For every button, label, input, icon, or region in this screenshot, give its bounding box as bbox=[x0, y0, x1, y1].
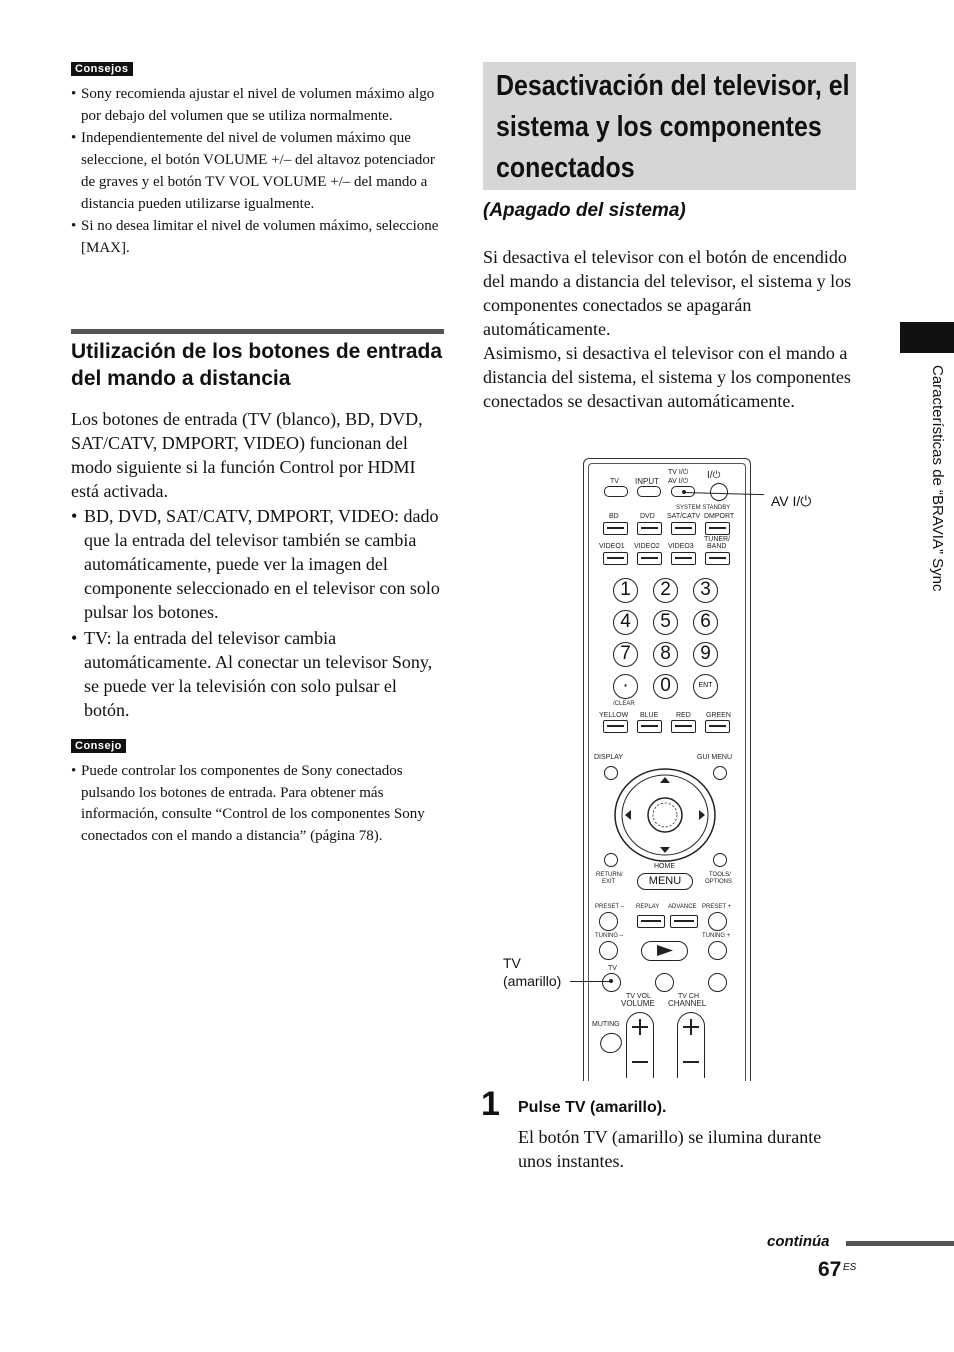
remote-label-tuning-plus: TUNING + bbox=[702, 933, 731, 939]
remote-label-blue: BLUE bbox=[640, 712, 659, 719]
remote-label-yellow: YELLOW bbox=[599, 712, 629, 719]
remote-control-illustration bbox=[583, 458, 751, 1081]
remote-label-system-standby: SYSTEM STANDBY bbox=[676, 505, 731, 511]
remote-label-band: BAND bbox=[707, 543, 727, 550]
page-title: Desactivación del televisor, el sistema y los componentes conectados bbox=[496, 70, 850, 184]
remote-label-tuner: TUNER/ bbox=[704, 536, 731, 543]
remote-label-volume: VOLUME bbox=[621, 999, 655, 1008]
remote-label-satcatv: SAT/CATV bbox=[667, 513, 701, 520]
remote-label-tv: TV bbox=[610, 478, 619, 485]
remote-return-button bbox=[604, 853, 618, 867]
remote-label-muting: MUTING bbox=[592, 1021, 620, 1028]
remote-num-9: 9 bbox=[693, 642, 718, 667]
remote-num-4: 4 bbox=[613, 610, 638, 635]
remote-label-exit: EXIT bbox=[602, 879, 616, 885]
section-bullets bbox=[71, 504, 445, 724]
remote-red-button bbox=[671, 720, 696, 733]
remote-video1-button bbox=[603, 552, 628, 565]
remote-stop-button bbox=[708, 973, 727, 992]
remote-num-8: 8 bbox=[653, 642, 678, 667]
play-icon bbox=[642, 942, 686, 959]
remote-fastforward-button bbox=[708, 941, 727, 960]
remote-num-0: 0 bbox=[653, 674, 678, 699]
remote-label-tv-power: TV I/⏻ bbox=[668, 469, 689, 476]
step-title: Pulse TV (amarillo). bbox=[518, 1099, 667, 1116]
section-side-label: Características de “BRAVIA” Sync bbox=[929, 365, 946, 592]
page-subtitle: (Apagado del sistema) bbox=[483, 200, 686, 221]
remote-label-return: RETURN/ bbox=[596, 872, 623, 878]
remote-num-1: 1 bbox=[613, 578, 638, 603]
tips-label: Consejos bbox=[71, 62, 133, 76]
remote-label-advance: ADVANCE bbox=[668, 904, 697, 910]
remote-next-button bbox=[708, 912, 727, 931]
remote-label-green: GREEN bbox=[706, 712, 731, 719]
remote-bd-button bbox=[603, 522, 628, 535]
continues-label: continúa bbox=[767, 1233, 830, 1250]
section-tab bbox=[900, 322, 954, 353]
remote-label-preset-minus: PRESET – bbox=[595, 904, 624, 910]
list-item: • Si no desea limitar el nivel de volumen máximo, seleccione [MAX]. bbox=[71, 216, 445, 259]
remote-tv-button bbox=[604, 486, 628, 497]
section-title: Utilización de los botones de entrada del mando a distancia bbox=[71, 340, 443, 390]
remote-green-button bbox=[705, 720, 730, 733]
remote-label-tv-ch: TV CH bbox=[678, 993, 699, 1000]
remote-label-input: INPUT bbox=[635, 477, 659, 486]
callout-tv-yellow: TV (amarillo) bbox=[503, 955, 562, 989]
remote-label-video1: VIDEO1 bbox=[599, 543, 625, 550]
plus-minus-icon bbox=[626, 1012, 706, 1078]
remote-yellow-button bbox=[603, 720, 628, 733]
remote-num-7: 7 bbox=[613, 642, 638, 667]
remote-satcatv-button bbox=[671, 522, 696, 535]
remote-tools-button bbox=[713, 853, 727, 867]
remote-video2-button bbox=[637, 552, 662, 565]
paragraph-2: Asimismo, si desactiva el televisor con el mando a distancia del sistema, el sistema y los componentes conectados se desactivan automáticamente. bbox=[483, 343, 851, 411]
remote-label-tv-vol: TV VOL bbox=[626, 993, 651, 1000]
remote-num-5: 5 bbox=[653, 610, 678, 635]
remote-label-display: DISPLAY bbox=[594, 754, 624, 761]
callout-dot-tv bbox=[609, 979, 613, 983]
remote-num-2: 2 bbox=[653, 578, 678, 603]
page-number-suffix: ES bbox=[843, 1262, 857, 1273]
list-item: • Independientemente del nivel de volumen máximo que seleccione, el botón VOLUME +/– del altavoz potenciador de graves y el botón TV VOL VOLUME +/– del mando a distancia pueden utilizarse igualmente. bbox=[71, 128, 445, 215]
remote-replay-button bbox=[637, 915, 665, 928]
list-item: • Puede controlar los componentes de Sony conectados pulsando los botones de entrada. Para obtener más información, consulte “Control de los componentes Sony conectados con el mando a distancia” (página 78). bbox=[71, 761, 445, 848]
remote-label-video2: VIDEO2 bbox=[634, 543, 660, 550]
remote-label-power: I/⏻ bbox=[707, 470, 721, 481]
remote-label-bd: BD bbox=[609, 513, 619, 520]
remote-label-dvd: DVD bbox=[640, 513, 655, 520]
remote-label-tv-yellow: TV bbox=[608, 965, 617, 972]
remote-label-av-power: AV I/⏻ bbox=[668, 478, 689, 485]
remote-label-gui-menu: GUI MENU bbox=[697, 754, 732, 761]
remote-blue-button bbox=[637, 720, 662, 733]
remote-num-ent: ENT bbox=[693, 674, 718, 699]
remote-advance-button bbox=[670, 915, 698, 928]
list-item: • BD, DVD, SAT/CATV, DMPORT, VIDEO: dado que la entrada del televisor también se cambia automáticamente, puede ver la imagen del componente seleccionado en el televisor con solo pulsar los botones. bbox=[71, 504, 445, 624]
remote-num-3: 3 bbox=[693, 578, 718, 603]
tip-list bbox=[71, 761, 445, 849]
list-item: • TV: la entrada del televisor cambia automáticamente. Al conectar un televisor Sony, se puede ver la televisión con solo pulsar el botón. bbox=[71, 626, 445, 722]
step-number: 1 bbox=[481, 1085, 500, 1123]
section-intro: Los botones de entrada (TV (blanco), BD, DVD, SAT/CATV, DMPORT, VIDEO) funcionan del modo siguiente si la función Control por HDMI está activada. bbox=[71, 409, 423, 501]
tips-list bbox=[71, 84, 445, 261]
paragraph-1: Si desactiva el televisor con el botón de encendido del mando a distancia del televisor, el sistema y los componentes conectados se apagarán automáticamente. bbox=[483, 247, 852, 339]
remote-label-home: HOME bbox=[654, 863, 675, 870]
section-rule bbox=[71, 329, 444, 334]
remote-label-clear: /CLEAR bbox=[613, 701, 635, 707]
remote-num-6: 6 bbox=[693, 610, 718, 635]
remote-label-video3: VIDEO3 bbox=[668, 543, 694, 550]
remote-dmport-button bbox=[705, 522, 730, 535]
continues-bar bbox=[846, 1241, 954, 1246]
page-number: 67 bbox=[818, 1258, 842, 1281]
remote-pause-button bbox=[655, 973, 674, 992]
tip-label: Consejo bbox=[71, 739, 126, 753]
remote-label-tools: TOOLS/ bbox=[709, 872, 731, 878]
remote-label-dmport: DMPORT bbox=[704, 513, 735, 520]
remote-video3-button bbox=[671, 552, 696, 565]
step-text: El botón TV (amarillo) se ilumina durante unos instantes. bbox=[518, 1127, 822, 1171]
remote-label-red: RED bbox=[676, 712, 691, 719]
remote-menu-button: MENU bbox=[637, 873, 693, 890]
remote-tuner-button bbox=[705, 552, 730, 565]
remote-label-preset-plus: PRESET + bbox=[702, 904, 732, 910]
list-item: • Sony recomienda ajustar el nivel de volumen máximo algo por debajo del volumen que se utiliza normalmente. bbox=[71, 84, 445, 127]
remote-play-button bbox=[641, 941, 688, 961]
remote-dvd-button bbox=[637, 522, 662, 535]
remote-label-channel: CHANNEL bbox=[668, 999, 707, 1008]
remote-rewind-button bbox=[599, 941, 618, 960]
remote-label-options: OPTIONS bbox=[705, 879, 733, 885]
callout-line-tv bbox=[570, 981, 610, 982]
remote-num-dot: · bbox=[613, 674, 638, 699]
callout-av-power: AV I/⏻ bbox=[771, 493, 812, 509]
remote-label-replay: REPLAY bbox=[636, 904, 660, 910]
remote-input-button bbox=[637, 486, 661, 497]
remote-nav-pad bbox=[612, 765, 718, 865]
remote-label-tuning-minus: TUNING – bbox=[595, 933, 624, 939]
remote-prev-button bbox=[599, 912, 618, 931]
